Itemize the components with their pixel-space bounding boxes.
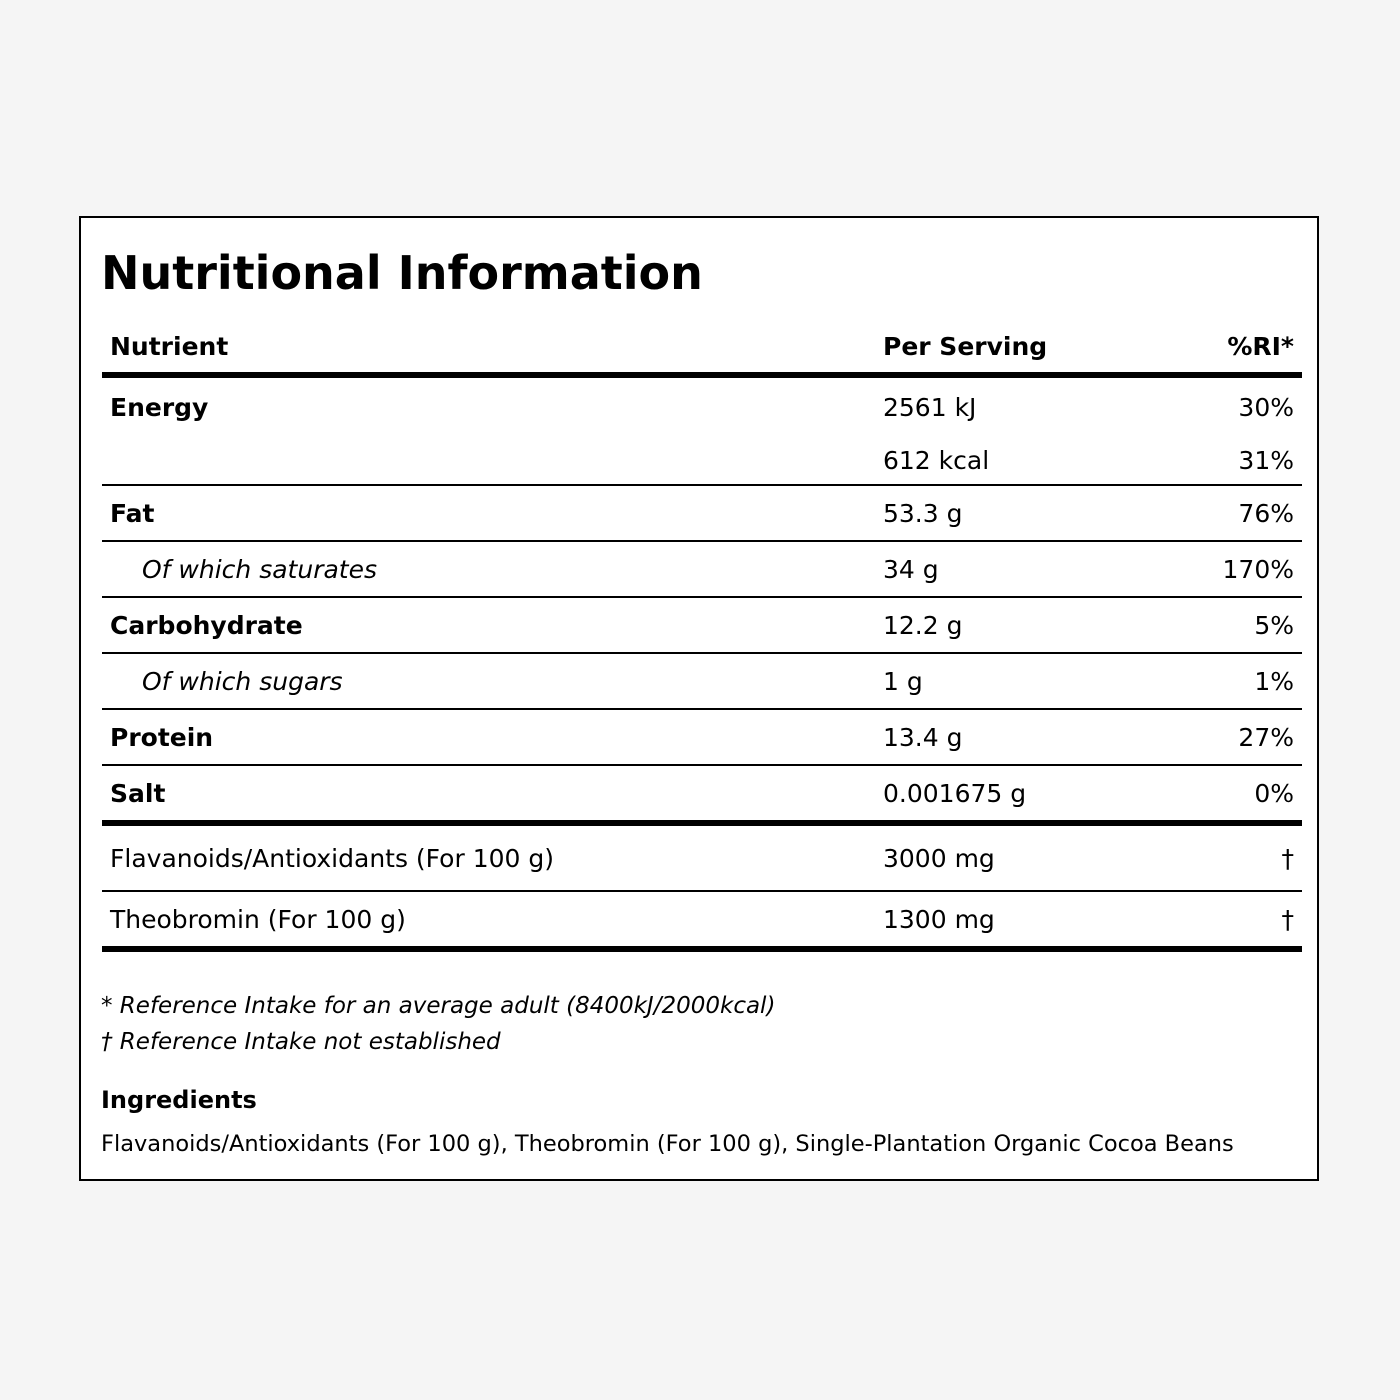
table-row-protein xyxy=(102,710,1302,764)
nutrient-name: Theobromin (For 100 g) xyxy=(110,904,406,934)
nutrient-value: 12.2 g xyxy=(883,610,963,640)
table-row-energy-kj xyxy=(102,378,1302,437)
nutrient-ri: 1% xyxy=(1254,666,1294,696)
nutrient-value: 3000 mg xyxy=(883,843,995,873)
nutrient-name: Of which sugars xyxy=(142,666,343,696)
label-title: Nutritional Information xyxy=(101,246,703,300)
header-per-serving: Per Serving xyxy=(883,331,1048,361)
footnotes xyxy=(101,988,775,1060)
table-row-saturates xyxy=(102,542,1302,596)
nutrient-value: 0.001675 g xyxy=(883,778,1027,808)
nutrient-name: Carbohydrate xyxy=(110,610,303,640)
footnote-not-established: † Reference Intake not established xyxy=(101,1029,501,1055)
nutrient-ri: 0% xyxy=(1254,778,1294,808)
nutrient-value: 2561 kJ xyxy=(883,393,977,422)
nutrient-ri: 76% xyxy=(1238,498,1294,528)
nutrient-value: 34 g xyxy=(883,554,939,584)
nutrient-ri: 170% xyxy=(1222,554,1294,584)
nutrient-ri: 31% xyxy=(1238,446,1294,475)
nutrient-value: 13.4 g xyxy=(883,722,963,752)
table-row-salt xyxy=(102,766,1302,820)
footnote-reference-intake: * Reference Intake for an average adult (8400kJ/2000kcal) xyxy=(101,993,776,1019)
table-bottom-rule xyxy=(102,946,1302,952)
nutrient-value: 612 kcal xyxy=(883,446,990,475)
table-row-flavanoids xyxy=(102,826,1302,890)
table-row-theobromin xyxy=(102,892,1302,946)
nutrient-ri: 30% xyxy=(1238,393,1294,422)
nutrient-value: 53.3 g xyxy=(883,498,963,528)
nutrient-ri: 27% xyxy=(1238,722,1294,752)
nutrient-ri: † xyxy=(1281,843,1294,873)
nutrient-name: Energy xyxy=(110,393,209,422)
nutrient-ri: † xyxy=(1281,904,1294,934)
table-row-fat xyxy=(102,486,1302,540)
nutrient-ri: 5% xyxy=(1254,610,1294,640)
ingredients-heading: Ingredients xyxy=(101,1086,257,1114)
header-nutrient: Nutrient xyxy=(110,331,229,361)
nutrition-table xyxy=(102,320,1302,952)
nutrient-name: Protein xyxy=(110,722,214,752)
nutrient-name: Flavanoids/Antioxidants (For 100 g) xyxy=(110,843,554,873)
table-header-row xyxy=(102,320,1302,372)
table-row-energy-kcal xyxy=(102,437,1302,484)
nutrient-name: Salt xyxy=(110,778,166,808)
nutrient-name: Of which saturates xyxy=(142,554,377,584)
table-row-carbohydrate xyxy=(102,598,1302,652)
nutrition-label xyxy=(79,216,1319,1181)
table-row-sugars xyxy=(102,654,1302,708)
header-ri: %RI* xyxy=(1227,331,1294,361)
nutrient-value: 1 g xyxy=(883,666,923,696)
nutrient-name: Fat xyxy=(110,498,155,528)
ingredients-text: Flavanoids/Antioxidants (For 100 g), Theobromin (For 100 g), Single-Plantation Organic Cocoa Beans xyxy=(101,1131,1234,1157)
nutrient-value: 1300 mg xyxy=(883,904,995,934)
